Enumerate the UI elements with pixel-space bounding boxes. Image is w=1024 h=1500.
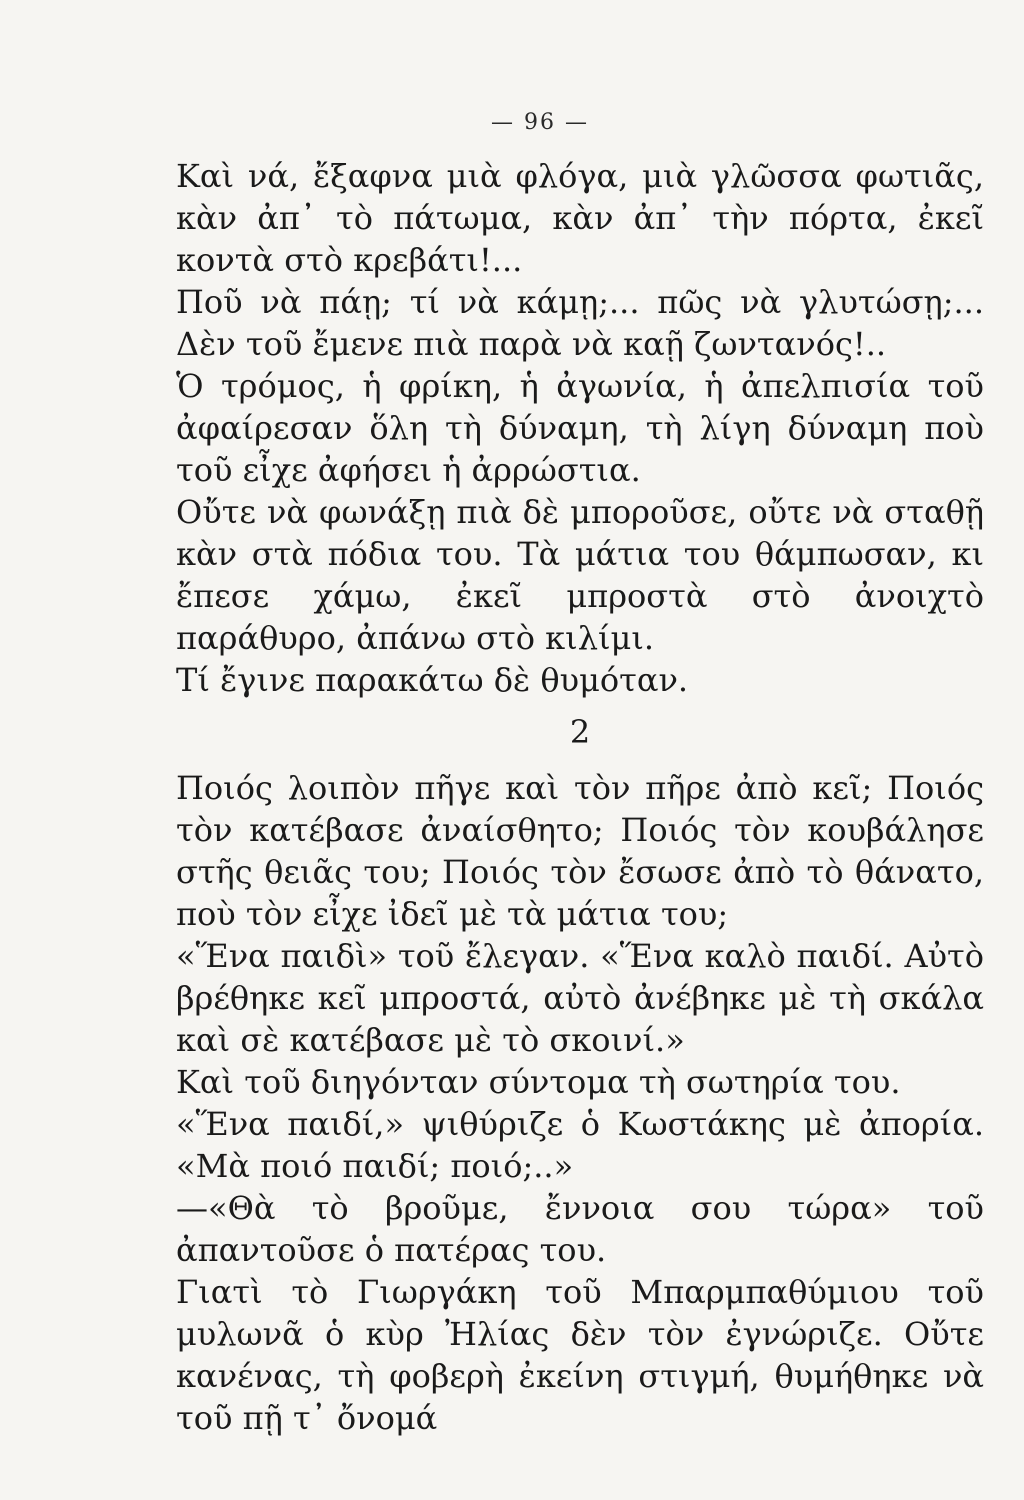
paragraph: Ποῦ νὰ πάῃ; τί νὰ κάμῃ;... πῶς νὰ γλυτώσῃ;... Δὲν τοῦ ἔμενε πιὰ παρὰ νὰ καῇ ζωντανός!.. [176,283,984,363]
paragraph: Οὔτε νὰ φωνάξῃ πιὰ δὲ μποροῦσε, οὔτε νὰ σταθῇ κὰν στὰ πόδια του. Τὰ μάτια του θάμπωσαν, κι ἔπεσε χάμω, ἐκεῖ μπροστὰ στὸ ἀνοιχτὸ παράθυρο, ἀπάνω στὸ κιλίμι. [176,493,984,657]
page-text [176,155,984,1439]
paragraph: Ὁ τρόμος, ἡ φρίκη, ἡ ἀγωνία, ἡ ἀπελπισία τοῦ ἀφαίρεσαν ὅλη τὴ δύναμη, τὴ λίγη δύναμη ποὺ τοῦ εἶχε ἀφήσει ἡ ἀρρώστια. [176,367,984,489]
paragraph: Ποιός λοιπὸν πῆγε καὶ τὸν πῆρε ἀπὸ κεῖ; Ποιός τὸν κατέβασε ἀναίσθητο; Ποιός τὸν κουβάλησε στῆς θειᾶς του; Ποιός τὸν ἔσωσε ἀπὸ τὸ θάνατο, ποὺ τὸν εἶχε ἰδεῖ μὲ τὰ μάτια του; [176,769,984,933]
paragraph: «Ἕνα παιδὶ» τοῦ ἔλεγαν. «Ἕνα καλὸ παιδί. Αὐτὸ βρέθηκε κεῖ μπροστά, αὐτὸ ἀνέβηκε μὲ τὴ σκάλα καὶ σὲ κατέβασε μὲ τὸ σκοινί.» [176,937,984,1059]
paragraph: Καὶ τοῦ διηγόνταν σύντομα τὴ σωτηρία του. [176,1063,901,1101]
paragraph: Τί ἔγινε παρακάτω δὲ θυμόταν. [176,661,689,699]
paragraph: «Ἕνα παιδί,» ψιθύριζε ὁ Κωστάκης μὲ ἀπορία. «Μὰ ποιό παιδί; ποιό;..» [176,1105,984,1185]
paragraph: Καὶ νά, ἔξαφνα μιὰ φλόγα, μιὰ γλῶσσα φωτιᾶς, κὰν ἀπ᾽ τὸ πάτωμα, κὰν ἀπ᾽ τὴν πόρτα, ἐκεῖ κοντὰ στὸ κρεβάτι!... [176,157,984,279]
section-number: 2 [569,713,591,751]
paragraph: Γιατὶ τὸ Γιωργάκη τοῦ Μπαρμπαθύμιου τοῦ μυλωνᾶ ὁ κὺρ Ἠλίας δὲν τὸν ἐγνώριζε. Οὔτε κανένας, τὴ φοβερὴ ἐκείνη στιγμή, θυμήθηκε νὰ τοῦ πῇ τ᾽ ὄνομά [176,1273,984,1437]
page-number: — 96 — [491,110,589,135]
paragraph: —«Θὰ τὸ βροῦμε, ἔννοια σου τώρα» τοῦ ἀπαντοῦσε ὁ πατέρας του. [176,1189,984,1269]
